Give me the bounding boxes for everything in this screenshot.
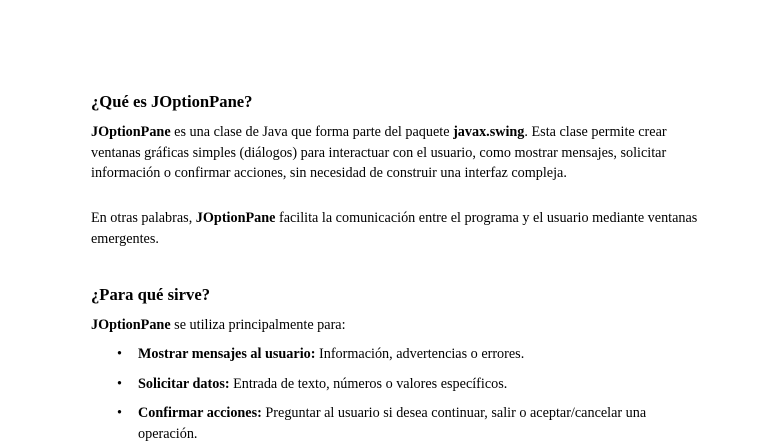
definition-text-b: . Esta clase permite crear ventanas gráficas simples (diálogos) para interactuar con el usuario, como mostrar mensajes, solicitar información o confirmar acciones, sin necesidad de construir una interfaz compleja. xyxy=(91,124,667,181)
list-item xyxy=(91,403,698,444)
paragraph-intro-uses xyxy=(91,315,701,336)
list-item-text: Entrada de texto, números o valores específicos. xyxy=(229,375,508,392)
list-item xyxy=(91,374,698,395)
paragraph-in-other-words xyxy=(91,208,701,249)
list-item-text: Información, advertencias o errores. xyxy=(315,346,525,362)
section-heading-what-is: ¿Qué es JOptionPane? xyxy=(91,92,253,111)
term-joptionpane: JOptionPane xyxy=(91,124,171,140)
in-other-words-text-b: facilita la comunicación entre el programa y el usuario mediante ventanas emergentes. xyxy=(91,210,698,247)
term-package: javax.swing xyxy=(453,124,525,140)
list-item-label: Mostrar mensajes al usuario: xyxy=(138,346,316,362)
term-joptionpane: JOptionPane xyxy=(91,317,171,333)
uses-list xyxy=(91,344,711,444)
intro-uses-text: se utiliza principalmente para: xyxy=(170,317,346,333)
list-item-label: Solicitar datos: xyxy=(138,375,230,392)
list-item-label: Confirmar acciones: xyxy=(138,405,262,421)
list-item-text: Preguntar al usuario si desea continuar, salir o aceptar/cancelar una operación. xyxy=(138,405,647,442)
bullet-icon: • xyxy=(117,346,122,362)
paragraph-definition xyxy=(91,122,701,184)
in-other-words-text-a: En otras palabras, xyxy=(91,210,196,226)
term-joptionpane: JOptionPane xyxy=(195,210,276,226)
bullet-icon: • xyxy=(117,405,122,421)
section-heading-what-for: ¿Para qué sirve? xyxy=(91,285,211,304)
list-item xyxy=(91,344,698,365)
bullet-icon: • xyxy=(117,375,122,392)
definition-text-a: es una clase de Java que forma parte del paquete xyxy=(170,124,454,140)
